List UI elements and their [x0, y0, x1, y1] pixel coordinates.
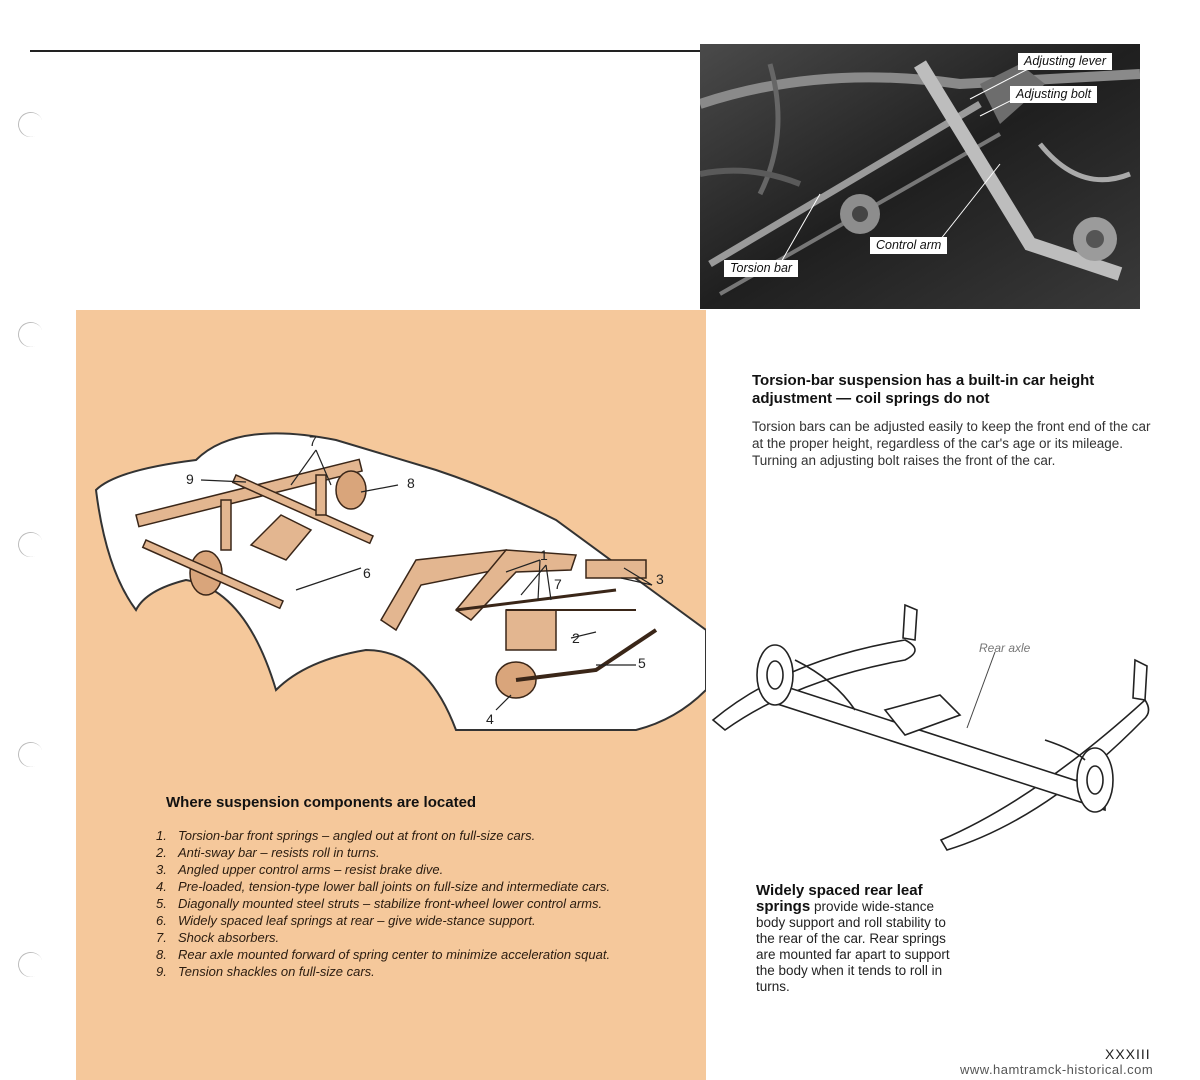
- callout-adjusting-lever: Adjusting lever: [1018, 53, 1112, 70]
- callout-7-front: 7: [554, 576, 562, 592]
- callout-7-rear: 7: [309, 433, 317, 449]
- callout-adjusting-bolt: Adjusting bolt: [1010, 86, 1097, 103]
- callout-torsion-bar: Torsion bar: [724, 260, 798, 277]
- list-item: 4. Pre-loaded, tension-type lower ball joints on full-size and intermediate cars.: [156, 879, 611, 894]
- car-suspension-diagram: [76, 310, 706, 770]
- list-item: 8. Rear axle mounted forward of spring center to minimize acceleration squat.: [156, 947, 611, 962]
- top-rule: [30, 50, 700, 52]
- binder-hole: [14, 528, 46, 560]
- torsion-bar-photo: [700, 44, 1140, 309]
- components-list: [156, 828, 626, 981]
- components-heading: Where suspension components are located: [166, 794, 477, 811]
- list-item: 5. Diagonally mounted steel struts – stabilize front-wheel lower control arms.: [156, 896, 603, 911]
- rear-axle-illustration: [705, 600, 1155, 870]
- callout-2: 2: [572, 630, 580, 646]
- list-item: 2. Anti-sway bar – resists roll in turns.: [156, 845, 380, 860]
- torsion-heading: Torsion-bar suspension has a built-in car height adjustment — coil springs do not: [752, 372, 1095, 407]
- callout-4: 4: [486, 711, 494, 727]
- rear-axle-label: Rear axle: [979, 641, 1031, 655]
- binder-hole: [14, 738, 46, 770]
- watermark: www.hamtramck-historical.com: [960, 1062, 1154, 1077]
- binder-hole: [14, 948, 46, 980]
- callout-5: 5: [638, 655, 646, 671]
- callout-3: 3: [656, 571, 664, 587]
- binder-hole: [14, 318, 46, 350]
- rear-caption-bold: Widely spaced rear leaf springs: [756, 882, 923, 915]
- binder-hole: [14, 108, 46, 140]
- list-item: 1. Torsion-bar front springs – angled out at front on full-size cars.: [156, 828, 536, 843]
- rear-caption-rest: provide wide-stance body support and roll stability to the rear of the car. Rear springs are mounted far apart to support the body when it tends to roll in turns.: [756, 899, 950, 994]
- callout-1: 1: [540, 547, 548, 563]
- callout-6: 6: [363, 565, 371, 581]
- torsion-body: Torsion bars can be adjusted easily to keep the front end of the car at the proper height, regardless of the car's age or its mileage. Turning an adjusting bolt raises the front of the car.: [752, 419, 1151, 468]
- list-item: 9. Tension shackles on full-size cars.: [156, 964, 375, 979]
- list-item: 7. Shock absorbers.: [156, 930, 280, 945]
- callout-9: 9: [186, 471, 194, 487]
- list-item: 6. Widely spaced leaf springs at rear – give wide-stance support.: [156, 913, 536, 928]
- rear-leaf-caption: [756, 883, 966, 995]
- page-number: XXXIII: [1105, 1046, 1151, 1062]
- list-item: 3. Angled upper control arms – resist brake dive.: [156, 862, 444, 877]
- suspension-panel: [76, 310, 706, 1080]
- callout-8: 8: [407, 475, 415, 491]
- callout-control-arm: Control arm: [870, 237, 947, 254]
